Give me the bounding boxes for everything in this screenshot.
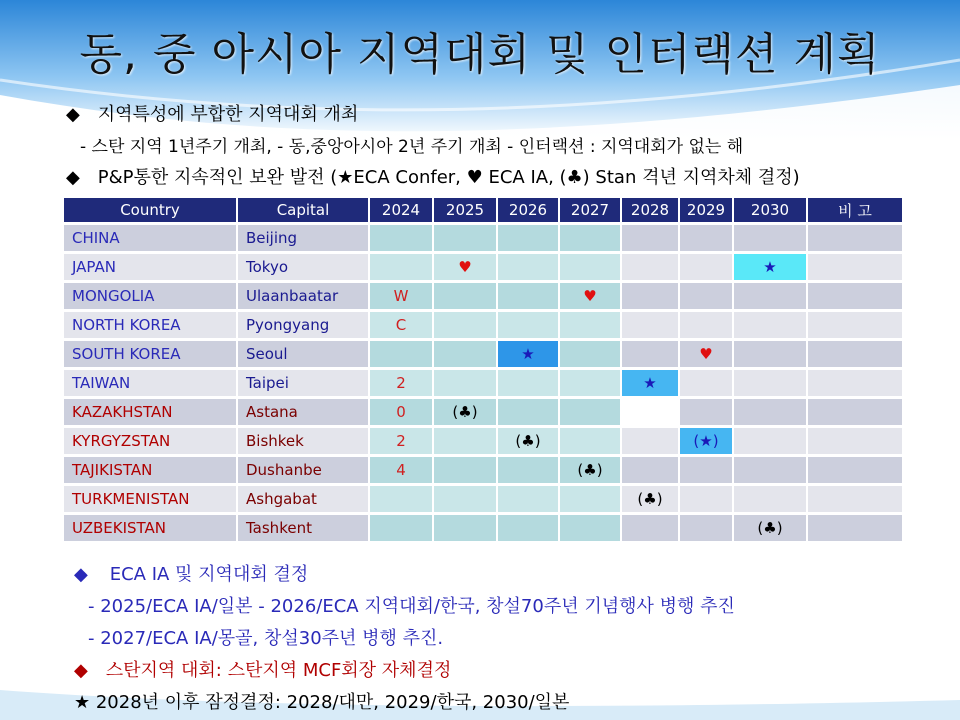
bullet-2-text: P&P통한 지속적인 보완 발전 (★ECA Confer, ♥ ECA IA, (♣) Stan 격년 지역차체 결정) (97, 167, 800, 188)
col-header-2027: 2027 (560, 198, 620, 222)
capital-cell: Bishkek (238, 428, 368, 454)
schedule-cell (734, 428, 806, 454)
schedule-cell (680, 486, 732, 512)
schedule-cell: (♣) (434, 399, 496, 425)
schedule-cell (680, 254, 732, 280)
table-row (64, 283, 902, 309)
schedule-cell (680, 515, 732, 541)
diamond-icon: ◆ (66, 104, 80, 125)
schedule-cell: 4 (370, 457, 432, 483)
bullet-1 (66, 100, 358, 126)
schedule-cell: W (370, 283, 432, 309)
diamond-icon: ◆ (74, 564, 88, 585)
table-row (64, 486, 902, 512)
schedule-cell: C (370, 312, 432, 338)
schedule-cell (808, 341, 902, 367)
country-cell: KYRGYZSTAN (64, 428, 236, 454)
col-header-2025: 2025 (434, 198, 496, 222)
schedule-cell (560, 225, 620, 251)
schedule-cell (734, 486, 806, 512)
schedule-cell (808, 457, 902, 483)
capital-cell: Ulaanbaatar (238, 283, 368, 309)
schedule-cell (370, 515, 432, 541)
schedule-cell (680, 283, 732, 309)
slide-title: 동, 중 아시아 지역대회 및 인터랙션 계획 (79, 29, 881, 80)
schedule-cell: (★) (680, 428, 732, 454)
schedule-cell (370, 225, 432, 251)
schedule-cell (434, 486, 496, 512)
schedule-cell: ★ (498, 341, 558, 367)
bullet-4-text: 스탄지역 대회: 스탄지역 MCF회장 자체결정 (105, 660, 452, 681)
schedule-cell (434, 283, 496, 309)
schedule-cell (498, 312, 558, 338)
col-header-country: Country (64, 198, 236, 222)
country-cell: NORTH KOREA (64, 312, 236, 338)
table-row (64, 341, 902, 367)
bullet-4 (74, 656, 451, 682)
schedule-cell (808, 225, 902, 251)
capital-cell: Tokyo (238, 254, 368, 280)
bullet-3-text: ECA IA 및 지역대회 결정 (109, 564, 309, 585)
schedule-cell: 0 (370, 399, 432, 425)
schedule-cell (434, 370, 496, 396)
schedule-cell: ★ (622, 370, 678, 396)
col-header-2030: 2030 (734, 198, 806, 222)
schedule-cell: (♣) (622, 486, 678, 512)
col-header-2026: 2026 (498, 198, 558, 222)
schedule-cell (622, 457, 678, 483)
col-header-2024: 2024 (370, 198, 432, 222)
schedule-cell (622, 399, 678, 425)
schedule-cell: 2 (370, 370, 432, 396)
schedule-cell (680, 370, 732, 396)
capital-cell: Dushanbe (238, 457, 368, 483)
col-header-notes: 비 고 (808, 198, 902, 222)
capital-cell: Seoul (238, 341, 368, 367)
capital-cell: Taipei (238, 370, 368, 396)
schedule-cell (434, 457, 496, 483)
schedule-cell (434, 428, 496, 454)
schedule-cell (498, 399, 558, 425)
schedule-cell (560, 515, 620, 541)
capital-cell: Astana (238, 399, 368, 425)
schedule-cell (622, 225, 678, 251)
schedule-cell (622, 254, 678, 280)
col-header-capital: Capital (238, 198, 368, 222)
bullet-3-sub-1: - 2025/ECA IA/일본 - 2026/ECA 지역대회/한국, 창설70주년 기념행사 병행 추진 (88, 596, 735, 617)
schedule-cell (560, 341, 620, 367)
schedule-cell (498, 486, 558, 512)
capital-cell: Tashkent (238, 515, 368, 541)
schedule-cell (622, 515, 678, 541)
table-row (64, 399, 902, 425)
bullet-3-sub-2: - 2027/ECA IA/몽골, 창설30주년 병행 추진. (88, 628, 444, 649)
bullet-3 (74, 560, 308, 586)
schedule-cell (560, 399, 620, 425)
schedule-cell (808, 399, 902, 425)
schedule-cell: (♣) (734, 515, 806, 541)
country-cell: MONGOLIA (64, 283, 236, 309)
schedule-cell (434, 225, 496, 251)
schedule-cell (498, 283, 558, 309)
schedule-cell (808, 283, 902, 309)
schedule-cell (622, 428, 678, 454)
schedule-cell (808, 254, 902, 280)
schedule-cell (622, 341, 678, 367)
schedule-cell (734, 399, 806, 425)
bullet-1-sub: - 스탄 지역 1년주기 개최, - 동,중앙아시아 2년 주기 개최 - 인터랙션 : 지역대회가 없는 해 (80, 137, 744, 157)
schedule-cell (498, 370, 558, 396)
schedule-cell: 2 (370, 428, 432, 454)
schedule-cell (560, 370, 620, 396)
country-cell: TURKMENISTAN (64, 486, 236, 512)
schedule-cell: (♣) (560, 457, 620, 483)
schedule-cell (434, 341, 496, 367)
schedule-cell (808, 515, 902, 541)
schedule-cell (680, 225, 732, 251)
schedule-cell (560, 428, 620, 454)
country-cell: TAIWAN (64, 370, 236, 396)
schedule-cell (498, 254, 558, 280)
schedule-cell (680, 312, 732, 338)
country-cell: TAJIKISTAN (64, 457, 236, 483)
table-row (64, 312, 902, 338)
capital-cell: Beijing (238, 225, 368, 251)
schedule-cell (622, 312, 678, 338)
col-header-2028: 2028 (622, 198, 678, 222)
capital-cell: Pyongyang (238, 312, 368, 338)
bullet-5: ★ 2028년 이후 잠정결정: 2028/대만, 2029/한국, 2030/일본 (74, 692, 570, 713)
table-row (64, 225, 902, 251)
schedule-cell (808, 370, 902, 396)
schedule-cell: ♥ (680, 341, 732, 367)
schedule-cell (434, 312, 496, 338)
schedule-cell (734, 341, 806, 367)
schedule-cell: ♥ (560, 283, 620, 309)
schedule-cell (680, 457, 732, 483)
schedule-cell (370, 486, 432, 512)
schedule-cell (808, 312, 902, 338)
col-header-2029: 2029 (680, 198, 732, 222)
schedule-cell: ♥ (434, 254, 496, 280)
bullet-1-text: 지역특성에 부합한 지역대회 개최 (97, 104, 359, 125)
schedule-cell (370, 254, 432, 280)
schedule-cell: (♣) (498, 428, 558, 454)
schedule-cell (734, 225, 806, 251)
table-row (64, 428, 902, 454)
schedule-cell (434, 515, 496, 541)
country-cell: KAZAKHSTAN (64, 399, 236, 425)
schedule-cell (560, 486, 620, 512)
country-cell: SOUTH KOREA (64, 341, 236, 367)
schedule-cell (622, 283, 678, 309)
schedule-cell (498, 457, 558, 483)
schedule-cell (370, 341, 432, 367)
schedule-cell (734, 312, 806, 338)
table-row (64, 457, 902, 483)
schedule-cell (560, 312, 620, 338)
table-row (64, 254, 902, 280)
country-cell: CHINA (64, 225, 236, 251)
schedule-cell (734, 370, 806, 396)
schedule-cell (680, 399, 732, 425)
country-cell: JAPAN (64, 254, 236, 280)
schedule-cell (498, 515, 558, 541)
table-header-row (64, 198, 902, 222)
schedule-cell (808, 428, 902, 454)
bullet-2 (66, 163, 800, 189)
schedule-cell (734, 283, 806, 309)
schedule-cell: ★ (734, 254, 806, 280)
diamond-icon: ◆ (66, 167, 80, 188)
capital-cell: Ashgabat (238, 486, 368, 512)
table-row (64, 515, 902, 541)
schedule-cell (808, 486, 902, 512)
schedule-cell (734, 457, 806, 483)
schedule-table (62, 195, 904, 544)
country-cell: UZBEKISTAN (64, 515, 236, 541)
schedule-cell (560, 254, 620, 280)
schedule-cell (498, 225, 558, 251)
table-row (64, 370, 902, 396)
diamond-icon: ◆ (74, 660, 88, 681)
